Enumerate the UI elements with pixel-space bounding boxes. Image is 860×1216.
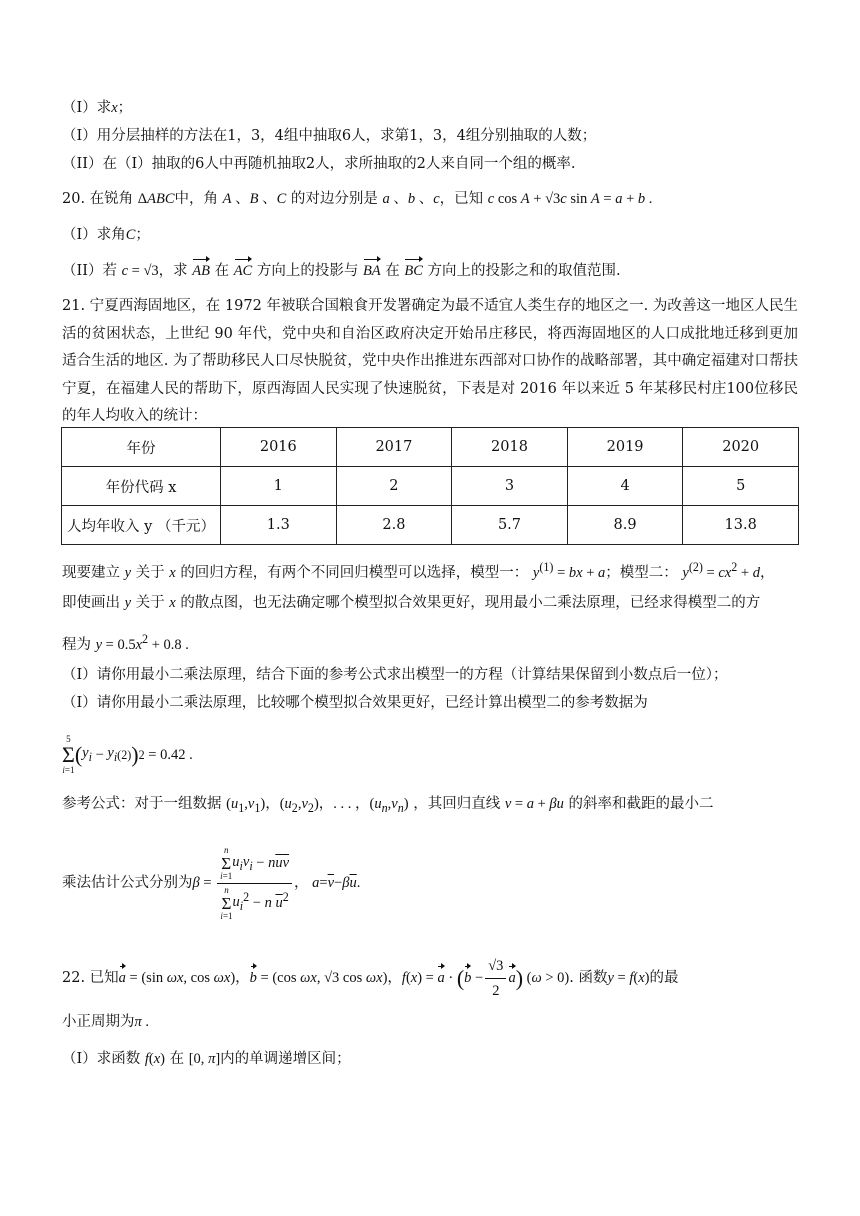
q20-stem: 20. 在锐角 ΔABC中，角 A 、B 、C 的对边分别是 a 、b 、c，已知 c cos A + √3c sin A = a + b .: [62, 191, 653, 207]
q19-part2: （I）用分层抽样的方法在1，3，4组中抽取6人，求第1，3，4组分别抽取的人数；: [62, 128, 597, 144]
table-row: 人均年收入 y （千元） 1.3 2.8 5.7 8.9 13.8: [62, 506, 799, 545]
q21-part1: （I）请你用最小二乘法原理，结合下面的参考公式求出模型一的方程（计算结果保留到小数点后一位）；: [62, 667, 728, 683]
q19-part3: （II）在（I）抽取的6人中再随机抽取2人，求所抽取的2人来自同一个组的概率.: [62, 156, 576, 172]
q22-stem: 22. 已知 a = (sin ωx, cos ωx)，b = (cos ωx, √3 cos ωx)，f(x) = a · (b − $\frac{√3}{2}$ a) (ω > 0) . 函数 y = f(x) 的最: [62, 957, 679, 999]
q21-model-line1: 现要建立 y 关于 x 的回归方程，有两个不同回归模型可以选择，模型一： $y^{(1)}$ = bx + a；模型二： $y^{(2)} = cx^2 + d$，: [62, 560, 775, 581]
table-row: 年份代码 x 1 2 3 4 5: [62, 467, 799, 506]
table-row: 年份 2016 2017 2018 2019 2020: [62, 428, 799, 467]
q21-reference-line2: 乘法估计公式分别为 β = n Σ i=1 $u_iv_i - n\overline{u}\overline{v}$ n Σ i=1 $u_i^2 - n$ $\overline{u}^2$ ， a = $\overline{v}$ − β $\overline{u}$ .: [62, 844, 361, 921]
income-table: [61, 427, 799, 545]
q22-part1: （I）求函数 f(x) 在 [0, π]内的单调递增区间；: [62, 1051, 351, 1067]
q21-intro: 21. 宁夏西海固地区，在 1972 年被联合国粮食开发署确定为最不适宜人类生存的地区之一. 为改善这一地区人民生活的贫困状态，上世纪 90 年代，党中央和自治区政府决定开始吊庄移民，将西海固地区的人口成批地迁移到更加适合生活的地区. 为了帮助移民人口尽快脱贫，党中央作出推进东西部对口协作的战略部署，其中确定福建对口帮扶宁夏，在福建人民的帮助下，原西海固人民实现了快速脱贫，下表是对 2016 年以来近 5 年某移民村庄100位移民的年人均收入的统计：: [62, 298, 798, 424]
q22-stem-cont: 小正周期为π .: [62, 1014, 150, 1030]
q21-sum-formula: 5 Σ i=1 ( $y_i$ − $y_i$ (2) ) 2 = 0.42 .: [62, 734, 193, 775]
q21-reference-line1: 参考公式：对于一组数据 $(u_1,v_1)$，$(u_2,v_2)$，. . . ，$(u_n,v_n)$ ，其回归直线 v = a + βu 的斜率和截距的最小二: [62, 796, 714, 815]
q21-part2: （I）请你用最小二乘法原理，比较哪个模型拟合效果更好，已经计算出模型二的参考数据为: [62, 695, 648, 711]
q21-model-line3: 程为 $y = 0.5x^2 + 0.8$ .: [62, 632, 189, 653]
q21-model-line2: 即使画出 y 关于 x 的散点图，也无法确定哪个模型拟合效果更好，现用最小二乘法原理，已经求得模型二的方: [62, 595, 761, 611]
q20-part1: （I）求角C；: [62, 227, 150, 243]
q19-part1: （I）求x；: [62, 100, 133, 116]
q20-part2: （II）若 c = √3，求 AB 在 AC 方向上的投影与 BA 在 BC 方向上的投影之和的取值范围.: [62, 263, 621, 279]
